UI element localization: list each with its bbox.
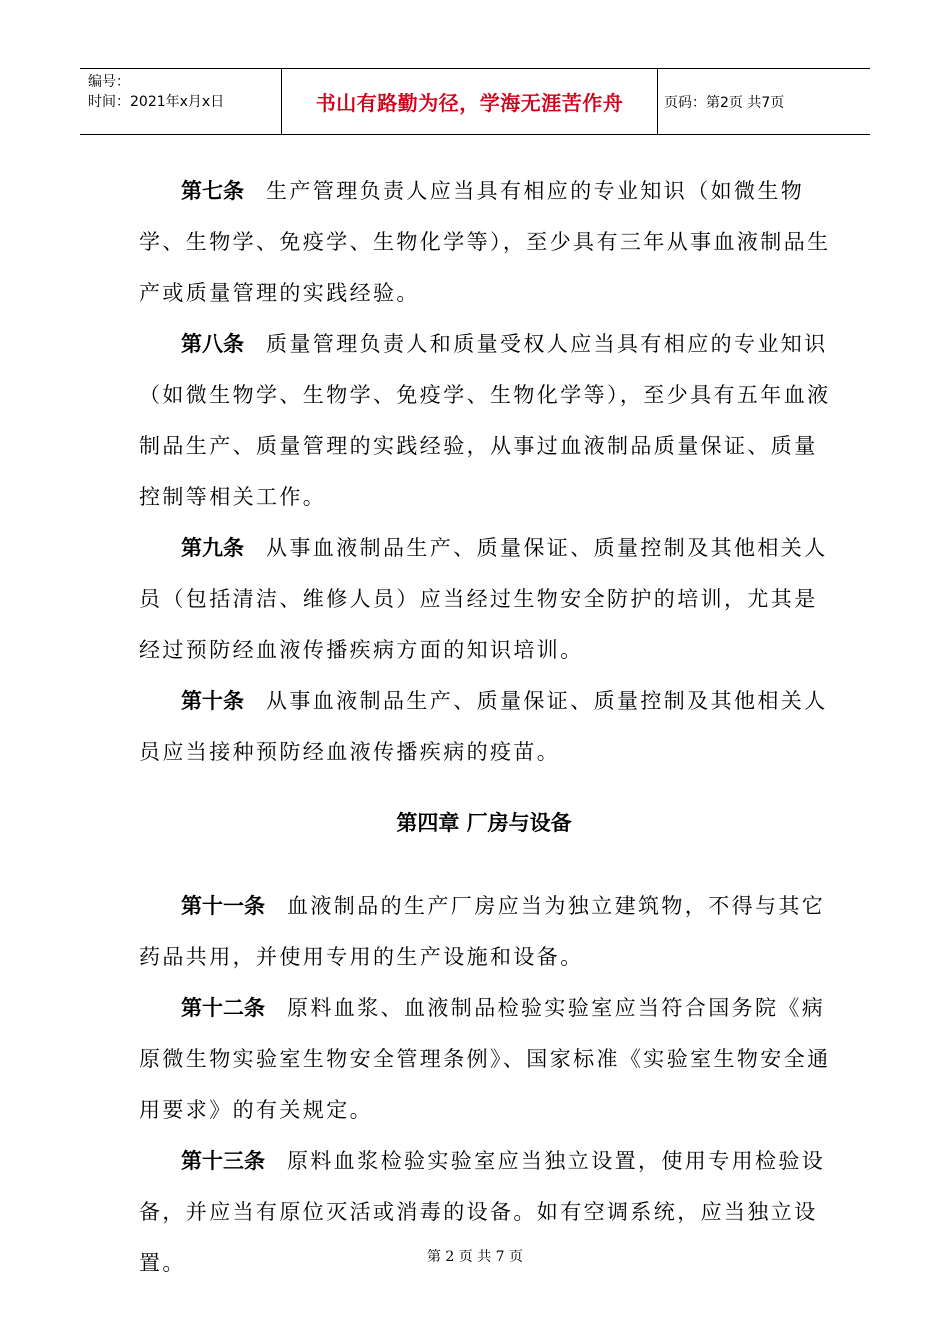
- header-page-info: 页码：第2页 共7页: [664, 94, 785, 111]
- document-date-label: 时间：2021年x月x日: [88, 94, 225, 110]
- article-paragraph: [139, 1136, 839, 1289]
- article-paragraph: [139, 983, 839, 1136]
- header-motto: 书山有路勤为径，学海无涯苦作舟: [282, 69, 658, 134]
- article-text: 血液制品的生产厂房应当为独立建筑物，不得与其它药品共用，并使用专用的生产设施和设备。: [139, 894, 826, 969]
- page-footer: 第 2 页 共 7 页: [426, 1249, 524, 1265]
- document-number-label: 编号：: [88, 74, 130, 90]
- article-title: 第十条: [181, 689, 244, 713]
- chapter-heading: 第四章 厂房与设备: [396, 811, 572, 835]
- article-paragraph: [139, 676, 839, 778]
- article-paragraph: [139, 881, 839, 983]
- article-text: 原料血浆、血液制品检验实验室应当符合国务院《病原微生物实验室生物安全管理条例》、国家标准《实验室生物安全通用要求》的有关规定。: [139, 996, 831, 1122]
- article-text: 从事血液制品生产、质量保证、质量控制及其他相关人员（包括清洁、维修人员）应当经过生物安全防护的培训，尤其是经过预防经血液传播疾病方面的知识培训。: [139, 536, 828, 662]
- article-title: 第十三条: [181, 1149, 265, 1173]
- article-text: 原料血浆检验实验室应当独立设置，使用专用检验设备，并应当有原位灭活或消毒的设备。如有空调系统，应当独立设置。: [139, 1149, 826, 1275]
- article-title: 第八条: [181, 332, 244, 356]
- article-title: 第九条: [181, 536, 244, 560]
- article-paragraph: [139, 523, 839, 676]
- article-text: 从事血液制品生产、质量保证、质量控制及其他相关人员应当接种预防经血液传播疾病的疫苗。: [139, 689, 828, 764]
- article-title: 第十一条: [181, 894, 265, 918]
- header-meta: [80, 69, 282, 134]
- article-text: 质量管理负责人和质量受权人应当具有相应的专业知识（如微生物学、生物学、免疫学、生物化学等），至少具有五年血液制品生产、质量管理的实践经验，从事过血液制品质量保证、质量控制等相关工作。: [139, 332, 831, 509]
- article-title: 第十二条: [181, 996, 265, 1020]
- article-text: 生产管理负责人应当具有相应的专业知识（如微生物学、生物学、免疫学、生物化学等），至少具有三年从事血液制品生产或质量管理的实践经验。: [139, 179, 831, 305]
- document-body: [139, 166, 839, 1289]
- article-paragraph: [139, 166, 839, 319]
- article-title: 第七条: [181, 179, 244, 203]
- page-header: [80, 68, 870, 135]
- article-paragraph: [139, 319, 839, 523]
